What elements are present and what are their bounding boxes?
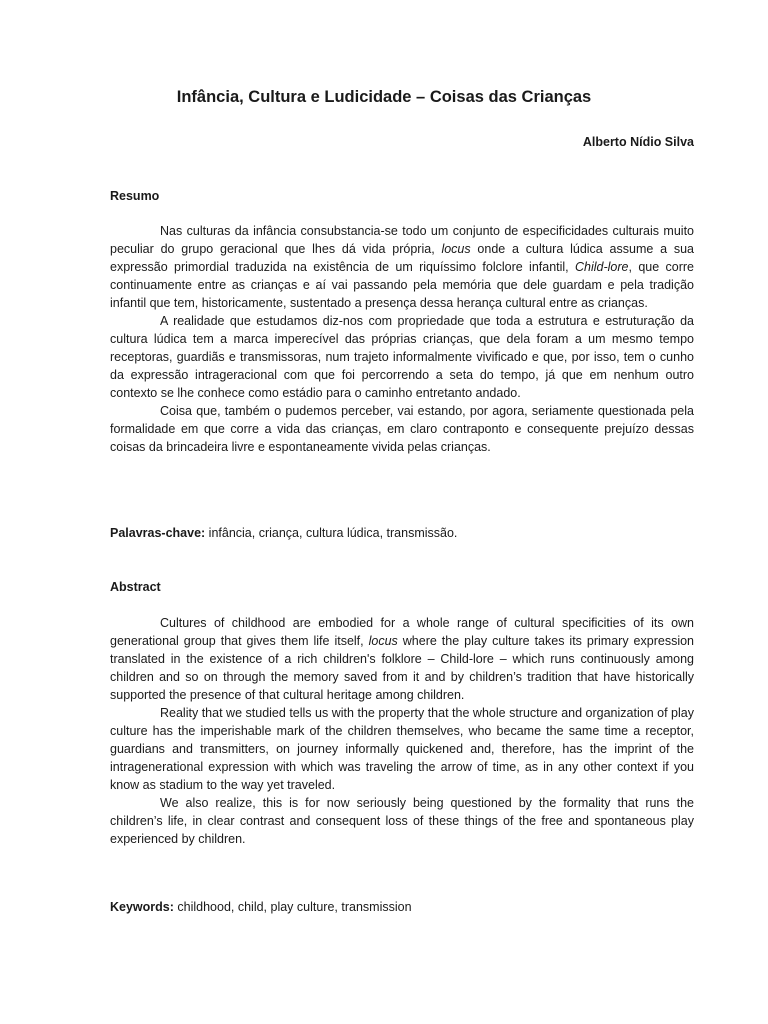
resumo-p1-locus: locus [441, 242, 471, 256]
abstract-p1-text-c: where the play culture takes its primary expression translated in the existence of a rich children's folklore – Child-lore – which runs continuously among children and so on through the memory saved from it and by children’s tradition that have historically supported the presence of that cultural heritage among children. [110, 634, 694, 702]
resumo-p1-text-e: , que corre continuamente entre as crianças e aí vai passando pela memória que dele guardam e pela tradição infantil que tem, historicamente, sustentado a presença dessa herança cultural entre as crianças. [110, 260, 694, 310]
palavras-chave [110, 526, 457, 540]
abstract-p1-text-a: Cultures of childhood are embodied for a whole range of cultural specificities of its own generational group that gives them life itself, [110, 616, 694, 648]
author-name: Alberto Nídio Silva [582, 135, 694, 149]
resumo-paragraph-3: Coisa que, também o pudemos perceber, vai estando, por agora, seriamente questionada pela formalidade em que corre a vida das crianças, em claro contraponto e consequente prejuízo dessas coisas da brincadeira livre e espontaneamente vivida pelas crianças. [110, 404, 694, 454]
palavras-chave-value: infância, criança, cultura lúdica, transmissão. [205, 526, 458, 540]
abstract-heading: Abstract [110, 580, 161, 594]
keywords [110, 900, 412, 914]
resumo-paragraph-1 [110, 222, 694, 312]
abstract-paragraph-3: We also realize, this is for now seriously being questioned by the formality that runs the children’s life, in clear contrast and consequent loss of these things of the free and spontaneous play experienced by children. [110, 796, 694, 846]
abstract-p1-locus: locus [368, 634, 398, 648]
resumo-p1-text-a: Nas culturas da infância consubstancia-se todo um conjunto de especificidades culturais muito peculiar do grupo geracional que lhes dá vida própria, [110, 224, 694, 256]
abstract-paragraph-1 [110, 614, 694, 704]
resumo-heading: Resumo [110, 189, 160, 203]
resumo-paragraph-2: A realidade que estudamos diz-nos com propriedade que toda a estrutura e estruturação da cultura lúdica tem a marca imperecível das próprias crianças, que dela foram a um mesmo tempo receptoras, guardiãs e transmissoras, num trajeto informalmente vivificado e que, por isso, tem o cunho da expressão intrageracional com que foi percorrendo a seta do tempo, já que em nenhum outro contexto se lhe conhece como estádio para o caminho entretanto andado. [110, 314, 694, 400]
keywords-label: Keywords: [110, 900, 174, 914]
paper-title: Infância, Cultura e Ludicidade – Coisas das Crianças [176, 88, 592, 106]
resumo-body [110, 222, 694, 456]
keywords-value: childhood, child, play culture, transmission [173, 900, 412, 914]
abstract-paragraph-2: Reality that we studied tells us with the property that the whole structure and organization of play culture has the imperishable mark of the children themselves, who became the same time a receptor, guardians and transmitters, on journey informally quickened and, therefore, has the imprint of the intragenerational expression with which was traveling the arrow of time, as in any other context if you know as stadium to the way yet traveled. [110, 706, 694, 792]
resumo-p1-text-c: onde a cultura lúdica assume a sua expressão primordial traduzida na existência de um riquíssimo folclore infantil, [110, 242, 694, 274]
palavras-chave-label: Palavras-chave: [110, 526, 206, 540]
abstract-body [110, 614, 694, 848]
resumo-p1-childlore: Child-lore [575, 260, 629, 274]
